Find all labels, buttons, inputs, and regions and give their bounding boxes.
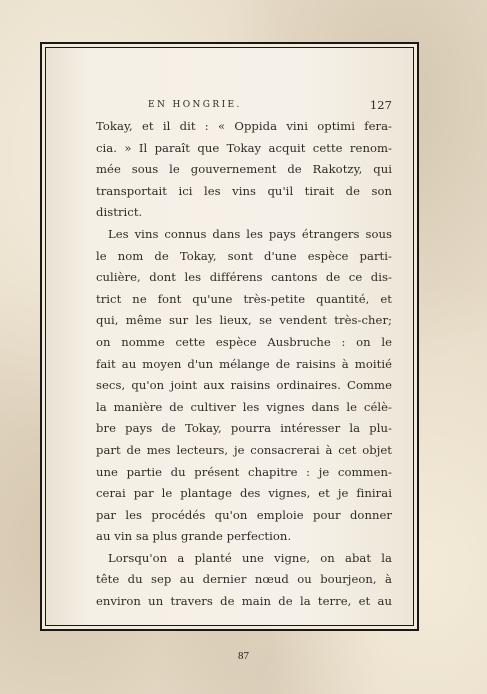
book-page: [45, 47, 414, 626]
text-line: le nom de Tokay, sont d'une espèce parti-: [96, 248, 392, 263]
page-header: [96, 96, 392, 114]
text-line: transportait ici les vins qu'il tirait de son: [96, 183, 392, 198]
running-head: EN HONGRIE.: [148, 100, 242, 110]
text-line: environ un travers de main de la terre, et au: [96, 594, 392, 609]
page-frame: [40, 42, 419, 631]
text-line: par les procédés qu'on emploie pour donner: [96, 507, 392, 522]
text-line: district.: [96, 205, 143, 220]
text-line: tête du sep au dernier nœud ou bourjeon, à: [96, 572, 392, 587]
page-text-block: [96, 96, 392, 613]
scan-folio: 87: [238, 650, 249, 662]
text-line: part de mes lecteurs, je consacrerai à cet objet: [96, 442, 392, 457]
text-line: trict ne font qu'une très-petite quantité, et: [96, 291, 392, 306]
text-line: on nomme cette espèce Ausbruche : on le: [96, 334, 392, 349]
body-text: [96, 116, 392, 613]
text-line: au vin sa plus grande perfection.: [96, 529, 292, 544]
text-line: fait au moyen d'un mélange de raisins à moitié: [96, 356, 392, 371]
text-line: une partie du présent chapitre : je commen-: [96, 464, 392, 479]
text-line: mée sous le gouvernement de Rakotzy, qui: [96, 162, 392, 177]
text-line: culière, dont les différens cantons de ce dis-: [96, 270, 392, 285]
text-line: la manière de cultiver les vignes dans le célè-: [96, 399, 392, 414]
text-line: Lorsqu'on a planté une vigne, on abat la: [108, 550, 392, 565]
page-number: 127: [369, 98, 392, 112]
text-line: cerai par le plantage des vignes, et je finirai: [96, 486, 392, 501]
text-line: secs, qu'on joint aux raisins ordinaires. Comme: [96, 378, 392, 393]
text-line: cia. » Il paraît que Tokay acquit cette renom-: [96, 140, 392, 155]
text-line: Les vins connus dans les pays étrangers sous: [108, 226, 392, 241]
text-line: bre pays de Tokay, pourra intéresser la plu-: [96, 421, 392, 436]
text-line: qui, même sur les lieux, se vendent très-cher;: [96, 313, 392, 328]
text-line: Tokay, et il dit : « Oppida vini optimi fera-: [96, 119, 392, 133]
